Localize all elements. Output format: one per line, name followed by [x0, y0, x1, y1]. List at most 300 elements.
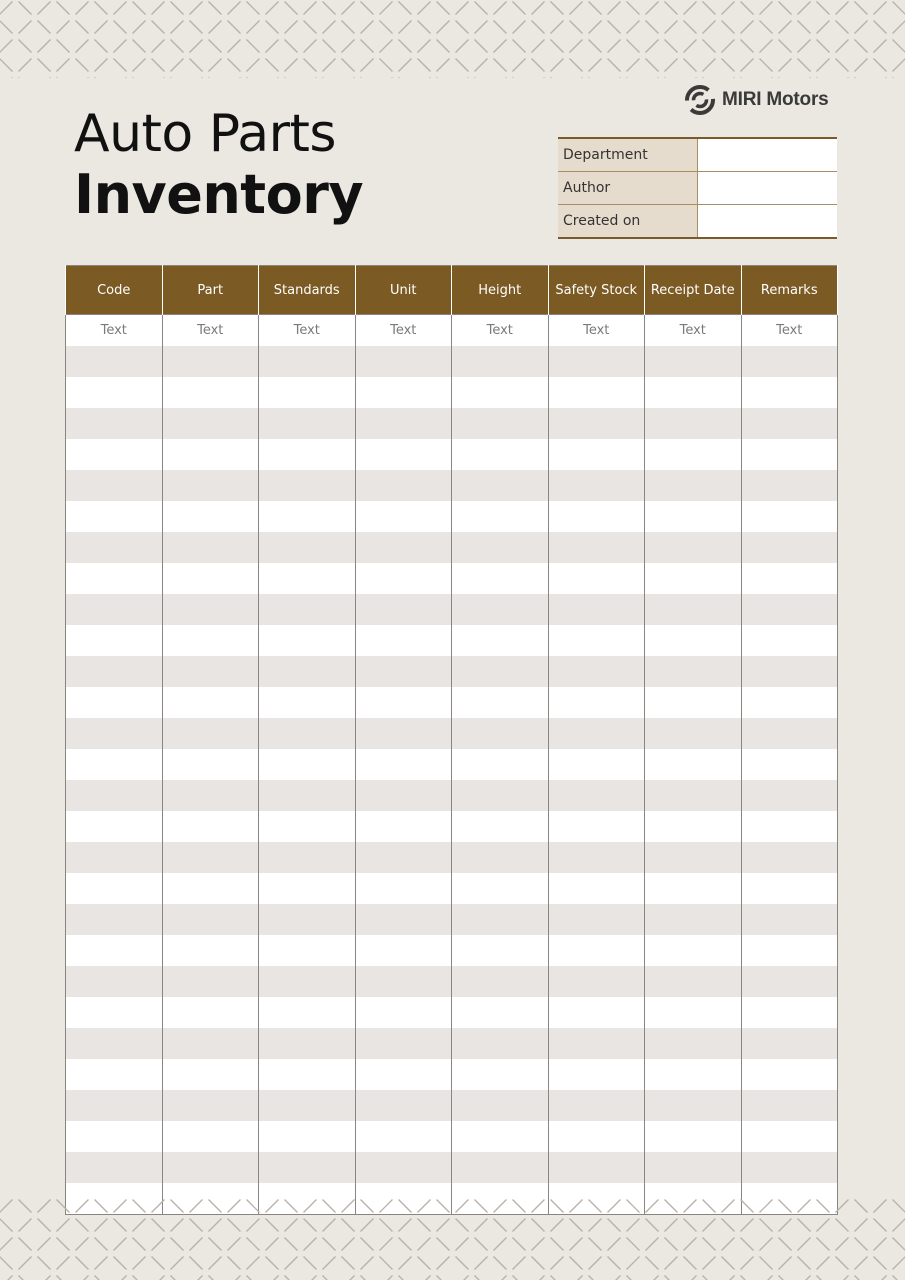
- pattern-dash: [19, 21, 32, 34]
- cell-receipt-date[interactable]: Text: [645, 315, 742, 347]
- cell-remarks[interactable]: [741, 501, 838, 532]
- cell-safety-stock[interactable]: [548, 904, 645, 935]
- cell-height[interactable]: [452, 935, 549, 966]
- cell-receipt-date[interactable]: [645, 656, 742, 687]
- cell-receipt-date[interactable]: [645, 966, 742, 997]
- pattern-dash: [494, 1257, 507, 1270]
- pattern-dash: [19, 59, 32, 72]
- pattern-dash: [342, 1257, 355, 1270]
- cell-safety-stock[interactable]: [548, 1121, 645, 1152]
- cell-code[interactable]: [66, 780, 163, 811]
- cell-safety-stock[interactable]: [548, 749, 645, 780]
- cell-part[interactable]: [162, 656, 259, 687]
- pattern-dash: [38, 21, 51, 34]
- cell-receipt-date[interactable]: [645, 470, 742, 501]
- cell-receipt-date[interactable]: [645, 997, 742, 1028]
- cell-height[interactable]: [452, 377, 549, 408]
- cell-receipt-date[interactable]: [645, 1121, 742, 1152]
- cell-code[interactable]: [66, 1059, 163, 1090]
- cell-height[interactable]: [452, 1059, 549, 1090]
- cell-unit[interactable]: [355, 470, 452, 501]
- cell-part[interactable]: [162, 1059, 259, 1090]
- cell-height[interactable]: [452, 501, 549, 532]
- cell-part[interactable]: [162, 346, 259, 377]
- pattern-dash: [874, 78, 887, 79]
- cell-unit[interactable]: [355, 501, 452, 532]
- cell-height[interactable]: [452, 439, 549, 470]
- cell-unit[interactable]: [355, 749, 452, 780]
- pattern-dash: [304, 40, 317, 53]
- cell-remarks[interactable]: [741, 1059, 838, 1090]
- pattern-dash: [456, 1276, 469, 1280]
- cell-part[interactable]: [162, 749, 259, 780]
- cell-receipt-date[interactable]: [645, 842, 742, 873]
- cell-height[interactable]: [452, 1152, 549, 1183]
- cell-code[interactable]: [66, 966, 163, 997]
- cell-unit[interactable]: [355, 997, 452, 1028]
- cell-remarks[interactable]: [741, 439, 838, 470]
- cell-remarks[interactable]: [741, 532, 838, 563]
- cell-standards[interactable]: [259, 346, 356, 377]
- cell-receipt-date[interactable]: [645, 718, 742, 749]
- created-on-field[interactable]: [698, 205, 838, 239]
- cell-standards[interactable]: [259, 377, 356, 408]
- cell-unit[interactable]: [355, 966, 452, 997]
- cell-code[interactable]: Text: [66, 315, 163, 347]
- cell-unit[interactable]: [355, 904, 452, 935]
- cell-height[interactable]: [452, 997, 549, 1028]
- cell-safety-stock[interactable]: [548, 563, 645, 594]
- cell-height[interactable]: [452, 811, 549, 842]
- cell-height[interactable]: [452, 904, 549, 935]
- cell-unit[interactable]: [355, 842, 452, 873]
- pattern-dash: [95, 1257, 108, 1270]
- brand-name: MIRI Motors: [722, 89, 829, 110]
- pattern-dash: [494, 59, 507, 72]
- cell-standards[interactable]: [259, 532, 356, 563]
- cell-standards[interactable]: [259, 501, 356, 532]
- pattern-dash: [665, 2, 678, 15]
- cell-remarks[interactable]: [741, 718, 838, 749]
- cell-safety-stock[interactable]: [548, 935, 645, 966]
- pattern-dash: [38, 1257, 51, 1270]
- pattern-dash: [741, 1219, 754, 1232]
- cell-safety-stock[interactable]: [548, 842, 645, 873]
- table-row: [66, 935, 838, 966]
- pattern-dash: [209, 1219, 222, 1232]
- cell-safety-stock[interactable]: [548, 1059, 645, 1090]
- cell-remarks[interactable]: [741, 749, 838, 780]
- cell-standards[interactable]: [259, 563, 356, 594]
- cell-standards[interactable]: [259, 873, 356, 904]
- cell-code[interactable]: [66, 501, 163, 532]
- cell-part[interactable]: [162, 811, 259, 842]
- cell-standards[interactable]: [259, 1028, 356, 1059]
- cell-unit[interactable]: [355, 408, 452, 439]
- cell-safety-stock[interactable]: [548, 377, 645, 408]
- cell-part[interactable]: [162, 904, 259, 935]
- pattern-dash: [380, 1219, 393, 1232]
- cell-unit[interactable]: [355, 563, 452, 594]
- cell-remarks[interactable]: [741, 1152, 838, 1183]
- cell-part[interactable]: [162, 718, 259, 749]
- cell-part[interactable]: [162, 997, 259, 1028]
- cell-receipt-date[interactable]: [645, 346, 742, 377]
- cell-safety-stock[interactable]: [548, 625, 645, 656]
- cell-part[interactable]: [162, 966, 259, 997]
- cell-receipt-date[interactable]: [645, 408, 742, 439]
- cell-unit[interactable]: [355, 1059, 452, 1090]
- pattern-dash: [855, 21, 868, 34]
- cell-safety-stock[interactable]: [548, 873, 645, 904]
- cell-unit[interactable]: [355, 377, 452, 408]
- cell-part[interactable]: [162, 687, 259, 718]
- cell-standards[interactable]: [259, 1152, 356, 1183]
- cell-height[interactable]: [452, 1121, 549, 1152]
- cell-standards[interactable]: [259, 842, 356, 873]
- cell-part[interactable]: [162, 842, 259, 873]
- pattern-dash: [114, 1219, 127, 1232]
- cell-code[interactable]: [66, 1152, 163, 1183]
- cell-standards[interactable]: [259, 811, 356, 842]
- cell-code[interactable]: [66, 408, 163, 439]
- cell-receipt-date[interactable]: [645, 904, 742, 935]
- cell-receipt-date[interactable]: [645, 625, 742, 656]
- cell-standards[interactable]: [259, 1121, 356, 1152]
- cell-code[interactable]: [66, 687, 163, 718]
- cell-remarks[interactable]: [741, 842, 838, 873]
- cell-code[interactable]: [66, 625, 163, 656]
- cell-code[interactable]: [66, 656, 163, 687]
- cell-remarks[interactable]: [741, 377, 838, 408]
- cell-safety-stock[interactable]: [548, 532, 645, 563]
- pattern-dash: [0, 40, 13, 53]
- pattern-dash: [190, 40, 203, 53]
- cell-height[interactable]: [452, 563, 549, 594]
- cell-unit[interactable]: [355, 873, 452, 904]
- cell-receipt-date[interactable]: [645, 1152, 742, 1183]
- pattern-dash: [342, 21, 355, 34]
- cell-code[interactable]: [66, 470, 163, 501]
- cell-receipt-date[interactable]: [645, 1090, 742, 1121]
- cell-code[interactable]: [66, 594, 163, 625]
- pattern-dash: [684, 1219, 697, 1232]
- cell-code[interactable]: [66, 532, 163, 563]
- cell-remarks[interactable]: [741, 904, 838, 935]
- cell-receipt-date[interactable]: [645, 687, 742, 718]
- cell-remarks[interactable]: [741, 935, 838, 966]
- cell-remarks[interactable]: [741, 780, 838, 811]
- pattern-dash: [133, 1219, 146, 1232]
- cell-remarks[interactable]: [741, 1121, 838, 1152]
- cell-height[interactable]: [452, 780, 549, 811]
- cell-safety-stock[interactable]: [548, 966, 645, 997]
- pattern-dash: [152, 59, 165, 72]
- cell-standards[interactable]: [259, 408, 356, 439]
- cell-safety-stock[interactable]: Text: [548, 315, 645, 347]
- cell-remarks[interactable]: [741, 625, 838, 656]
- author-field[interactable]: [698, 172, 838, 205]
- cell-unit[interactable]: [355, 594, 452, 625]
- cell-code[interactable]: [66, 1090, 163, 1121]
- cell-unit[interactable]: [355, 1121, 452, 1152]
- cell-height[interactable]: [452, 718, 549, 749]
- pattern-dash: [228, 40, 241, 53]
- cell-safety-stock[interactable]: [548, 780, 645, 811]
- table-header-row: [66, 266, 838, 315]
- column-header-unit: Unit: [355, 266, 452, 315]
- cell-safety-stock[interactable]: [548, 594, 645, 625]
- cell-unit[interactable]: [355, 346, 452, 377]
- cell-height[interactable]: [452, 346, 549, 377]
- pattern-dash: [323, 21, 336, 34]
- pattern-dash: [475, 1276, 488, 1280]
- cell-part[interactable]: Text: [162, 315, 259, 347]
- pattern-dash: [703, 78, 716, 79]
- cell-receipt-date[interactable]: [645, 532, 742, 563]
- cell-standards[interactable]: [259, 935, 356, 966]
- cell-code[interactable]: [66, 563, 163, 594]
- pattern-dash: [475, 1219, 488, 1232]
- cell-height[interactable]: [452, 1028, 549, 1059]
- cell-unit[interactable]: [355, 625, 452, 656]
- cell-code[interactable]: [66, 1028, 163, 1059]
- cell-unit[interactable]: [355, 935, 452, 966]
- cell-part[interactable]: [162, 470, 259, 501]
- cell-height[interactable]: [452, 966, 549, 997]
- cell-height[interactable]: [452, 532, 549, 563]
- cell-standards[interactable]: [259, 656, 356, 687]
- cell-unit[interactable]: [355, 656, 452, 687]
- cell-receipt-date[interactable]: [645, 780, 742, 811]
- pattern-dash: [285, 40, 298, 53]
- cell-unit[interactable]: [355, 718, 452, 749]
- cell-part[interactable]: [162, 377, 259, 408]
- cell-standards[interactable]: [259, 904, 356, 935]
- pattern-dash: [532, 1238, 545, 1251]
- pattern-dash: [798, 59, 811, 72]
- cell-part[interactable]: [162, 408, 259, 439]
- cell-receipt-date[interactable]: [645, 873, 742, 904]
- cell-safety-stock[interactable]: [548, 346, 645, 377]
- cell-safety-stock[interactable]: [548, 408, 645, 439]
- cell-part[interactable]: [162, 1090, 259, 1121]
- cell-code[interactable]: [66, 842, 163, 873]
- cell-safety-stock[interactable]: [548, 470, 645, 501]
- pattern-dash: [418, 59, 431, 72]
- pattern-dash: [836, 1219, 849, 1232]
- cell-unit[interactable]: [355, 439, 452, 470]
- pattern-dash: [399, 1238, 412, 1251]
- cell-unit[interactable]: [355, 811, 452, 842]
- cell-unit[interactable]: [355, 780, 452, 811]
- cell-code[interactable]: [66, 873, 163, 904]
- cell-height[interactable]: [452, 749, 549, 780]
- cell-safety-stock[interactable]: [548, 501, 645, 532]
- cell-height[interactable]: [452, 873, 549, 904]
- cell-receipt-date[interactable]: [645, 439, 742, 470]
- cell-remarks[interactable]: [741, 1028, 838, 1059]
- cell-remarks[interactable]: [741, 656, 838, 687]
- cell-height[interactable]: [452, 1090, 549, 1121]
- pattern-dash: [494, 78, 507, 79]
- pattern-dash: [855, 78, 868, 79]
- cell-code[interactable]: [66, 935, 163, 966]
- cell-standards[interactable]: [259, 1090, 356, 1121]
- pattern-dash: [152, 78, 165, 79]
- cell-remarks[interactable]: [741, 873, 838, 904]
- cell-remarks[interactable]: [741, 1090, 838, 1121]
- cell-part[interactable]: [162, 594, 259, 625]
- cell-receipt-date[interactable]: [645, 377, 742, 408]
- pattern-dash: [722, 40, 735, 53]
- cell-standards[interactable]: [259, 718, 356, 749]
- cell-receipt-date[interactable]: [645, 749, 742, 780]
- pattern-dash: [665, 59, 678, 72]
- cell-remarks[interactable]: [741, 408, 838, 439]
- cell-unit[interactable]: [355, 687, 452, 718]
- pattern-dash: [190, 21, 203, 34]
- cell-standards[interactable]: [259, 470, 356, 501]
- cell-code[interactable]: [66, 1121, 163, 1152]
- cell-standards[interactable]: [259, 625, 356, 656]
- pattern-dash: [57, 1238, 70, 1251]
- cell-standards[interactable]: [259, 997, 356, 1028]
- pattern-dash: [456, 59, 469, 72]
- cell-safety-stock[interactable]: [548, 811, 645, 842]
- cell-standards[interactable]: [259, 687, 356, 718]
- cell-remarks[interactable]: [741, 966, 838, 997]
- cell-unit[interactable]: [355, 1090, 452, 1121]
- table-row: [66, 594, 838, 625]
- pattern-dash: [418, 21, 431, 34]
- pattern-dash: [361, 2, 374, 15]
- pattern-dash: [532, 40, 545, 53]
- cell-code[interactable]: [66, 749, 163, 780]
- cell-safety-stock[interactable]: [548, 1090, 645, 1121]
- pattern-dash: [133, 78, 146, 79]
- cell-code[interactable]: [66, 997, 163, 1028]
- cell-height[interactable]: [452, 656, 549, 687]
- cell-unit[interactable]: [355, 532, 452, 563]
- pattern-dash: [0, 1257, 13, 1270]
- cell-remarks[interactable]: [741, 687, 838, 718]
- cell-safety-stock[interactable]: [548, 656, 645, 687]
- cell-part[interactable]: [162, 1028, 259, 1059]
- pattern-dash: [95, 78, 108, 79]
- cell-part[interactable]: [162, 873, 259, 904]
- cell-receipt-date[interactable]: [645, 1059, 742, 1090]
- cell-part[interactable]: [162, 439, 259, 470]
- cell-part[interactable]: [162, 935, 259, 966]
- cell-remarks[interactable]: [741, 470, 838, 501]
- cell-part[interactable]: [162, 1152, 259, 1183]
- cell-height[interactable]: [452, 625, 549, 656]
- pattern-dash: [114, 59, 127, 72]
- cell-safety-stock[interactable]: [548, 687, 645, 718]
- cell-code[interactable]: [66, 377, 163, 408]
- pattern-dash: [570, 78, 583, 79]
- cell-part[interactable]: [162, 625, 259, 656]
- cell-part[interactable]: [162, 563, 259, 594]
- cell-standards[interactable]: [259, 439, 356, 470]
- cell-height[interactable]: [452, 470, 549, 501]
- cell-part[interactable]: [162, 780, 259, 811]
- cell-safety-stock[interactable]: [548, 1152, 645, 1183]
- cell-part[interactable]: [162, 501, 259, 532]
- cell-remarks[interactable]: [741, 811, 838, 842]
- cell-unit[interactable]: Text: [355, 315, 452, 347]
- cell-standards[interactable]: [259, 594, 356, 625]
- cell-remarks[interactable]: Text: [741, 315, 838, 347]
- cell-height[interactable]: [452, 687, 549, 718]
- cell-receipt-date[interactable]: [645, 594, 742, 625]
- pattern-dash: [323, 1200, 336, 1213]
- pattern-dash: [19, 1219, 32, 1232]
- cell-code[interactable]: [66, 346, 163, 377]
- pattern-dash: [760, 1257, 773, 1270]
- pattern-dash: [627, 1219, 640, 1232]
- cell-unit[interactable]: [355, 1028, 452, 1059]
- pattern-dash: [437, 1257, 450, 1270]
- cell-receipt-date[interactable]: [645, 1028, 742, 1059]
- cell-height[interactable]: [452, 842, 549, 873]
- cell-receipt-date[interactable]: [645, 563, 742, 594]
- cell-safety-stock[interactable]: [548, 718, 645, 749]
- cell-remarks[interactable]: [741, 563, 838, 594]
- cell-remarks[interactable]: [741, 594, 838, 625]
- cell-standards[interactable]: [259, 780, 356, 811]
- cell-height[interactable]: [452, 594, 549, 625]
- cell-height[interactable]: Text: [452, 315, 549, 347]
- column-header-part: Part: [162, 266, 259, 315]
- cell-receipt-date[interactable]: [645, 811, 742, 842]
- cell-code[interactable]: [66, 904, 163, 935]
- cell-remarks[interactable]: [741, 997, 838, 1028]
- pattern-dash: [817, 1276, 830, 1280]
- table-row: [66, 904, 838, 935]
- pattern-dash: [418, 78, 431, 79]
- pattern-dash: [399, 1219, 412, 1232]
- cell-remarks[interactable]: [741, 346, 838, 377]
- cell-part[interactable]: [162, 532, 259, 563]
- cell-part[interactable]: [162, 1121, 259, 1152]
- cell-standards[interactable]: [259, 966, 356, 997]
- cell-code[interactable]: [66, 811, 163, 842]
- cell-standards[interactable]: [259, 1059, 356, 1090]
- cell-receipt-date[interactable]: [645, 935, 742, 966]
- cell-safety-stock[interactable]: [548, 439, 645, 470]
- cell-height[interactable]: [452, 408, 549, 439]
- pattern-dash: [589, 1276, 602, 1280]
- cell-safety-stock[interactable]: [548, 1028, 645, 1059]
- pattern-dash: [741, 21, 754, 34]
- pattern-dash: [114, 1257, 127, 1270]
- pattern-dash: [285, 59, 298, 72]
- cell-safety-stock[interactable]: [548, 997, 645, 1028]
- cell-standards[interactable]: [259, 749, 356, 780]
- cell-code[interactable]: [66, 439, 163, 470]
- cell-receipt-date[interactable]: [645, 501, 742, 532]
- pattern-dash: [95, 1276, 108, 1280]
- department-field[interactable]: [698, 138, 838, 172]
- pattern-dash: [551, 1257, 564, 1270]
- table-row: [66, 811, 838, 842]
- cell-code[interactable]: [66, 718, 163, 749]
- cell-unit[interactable]: [355, 1152, 452, 1183]
- pattern-dash: [437, 1219, 450, 1232]
- cell-standards[interactable]: Text: [259, 315, 356, 347]
